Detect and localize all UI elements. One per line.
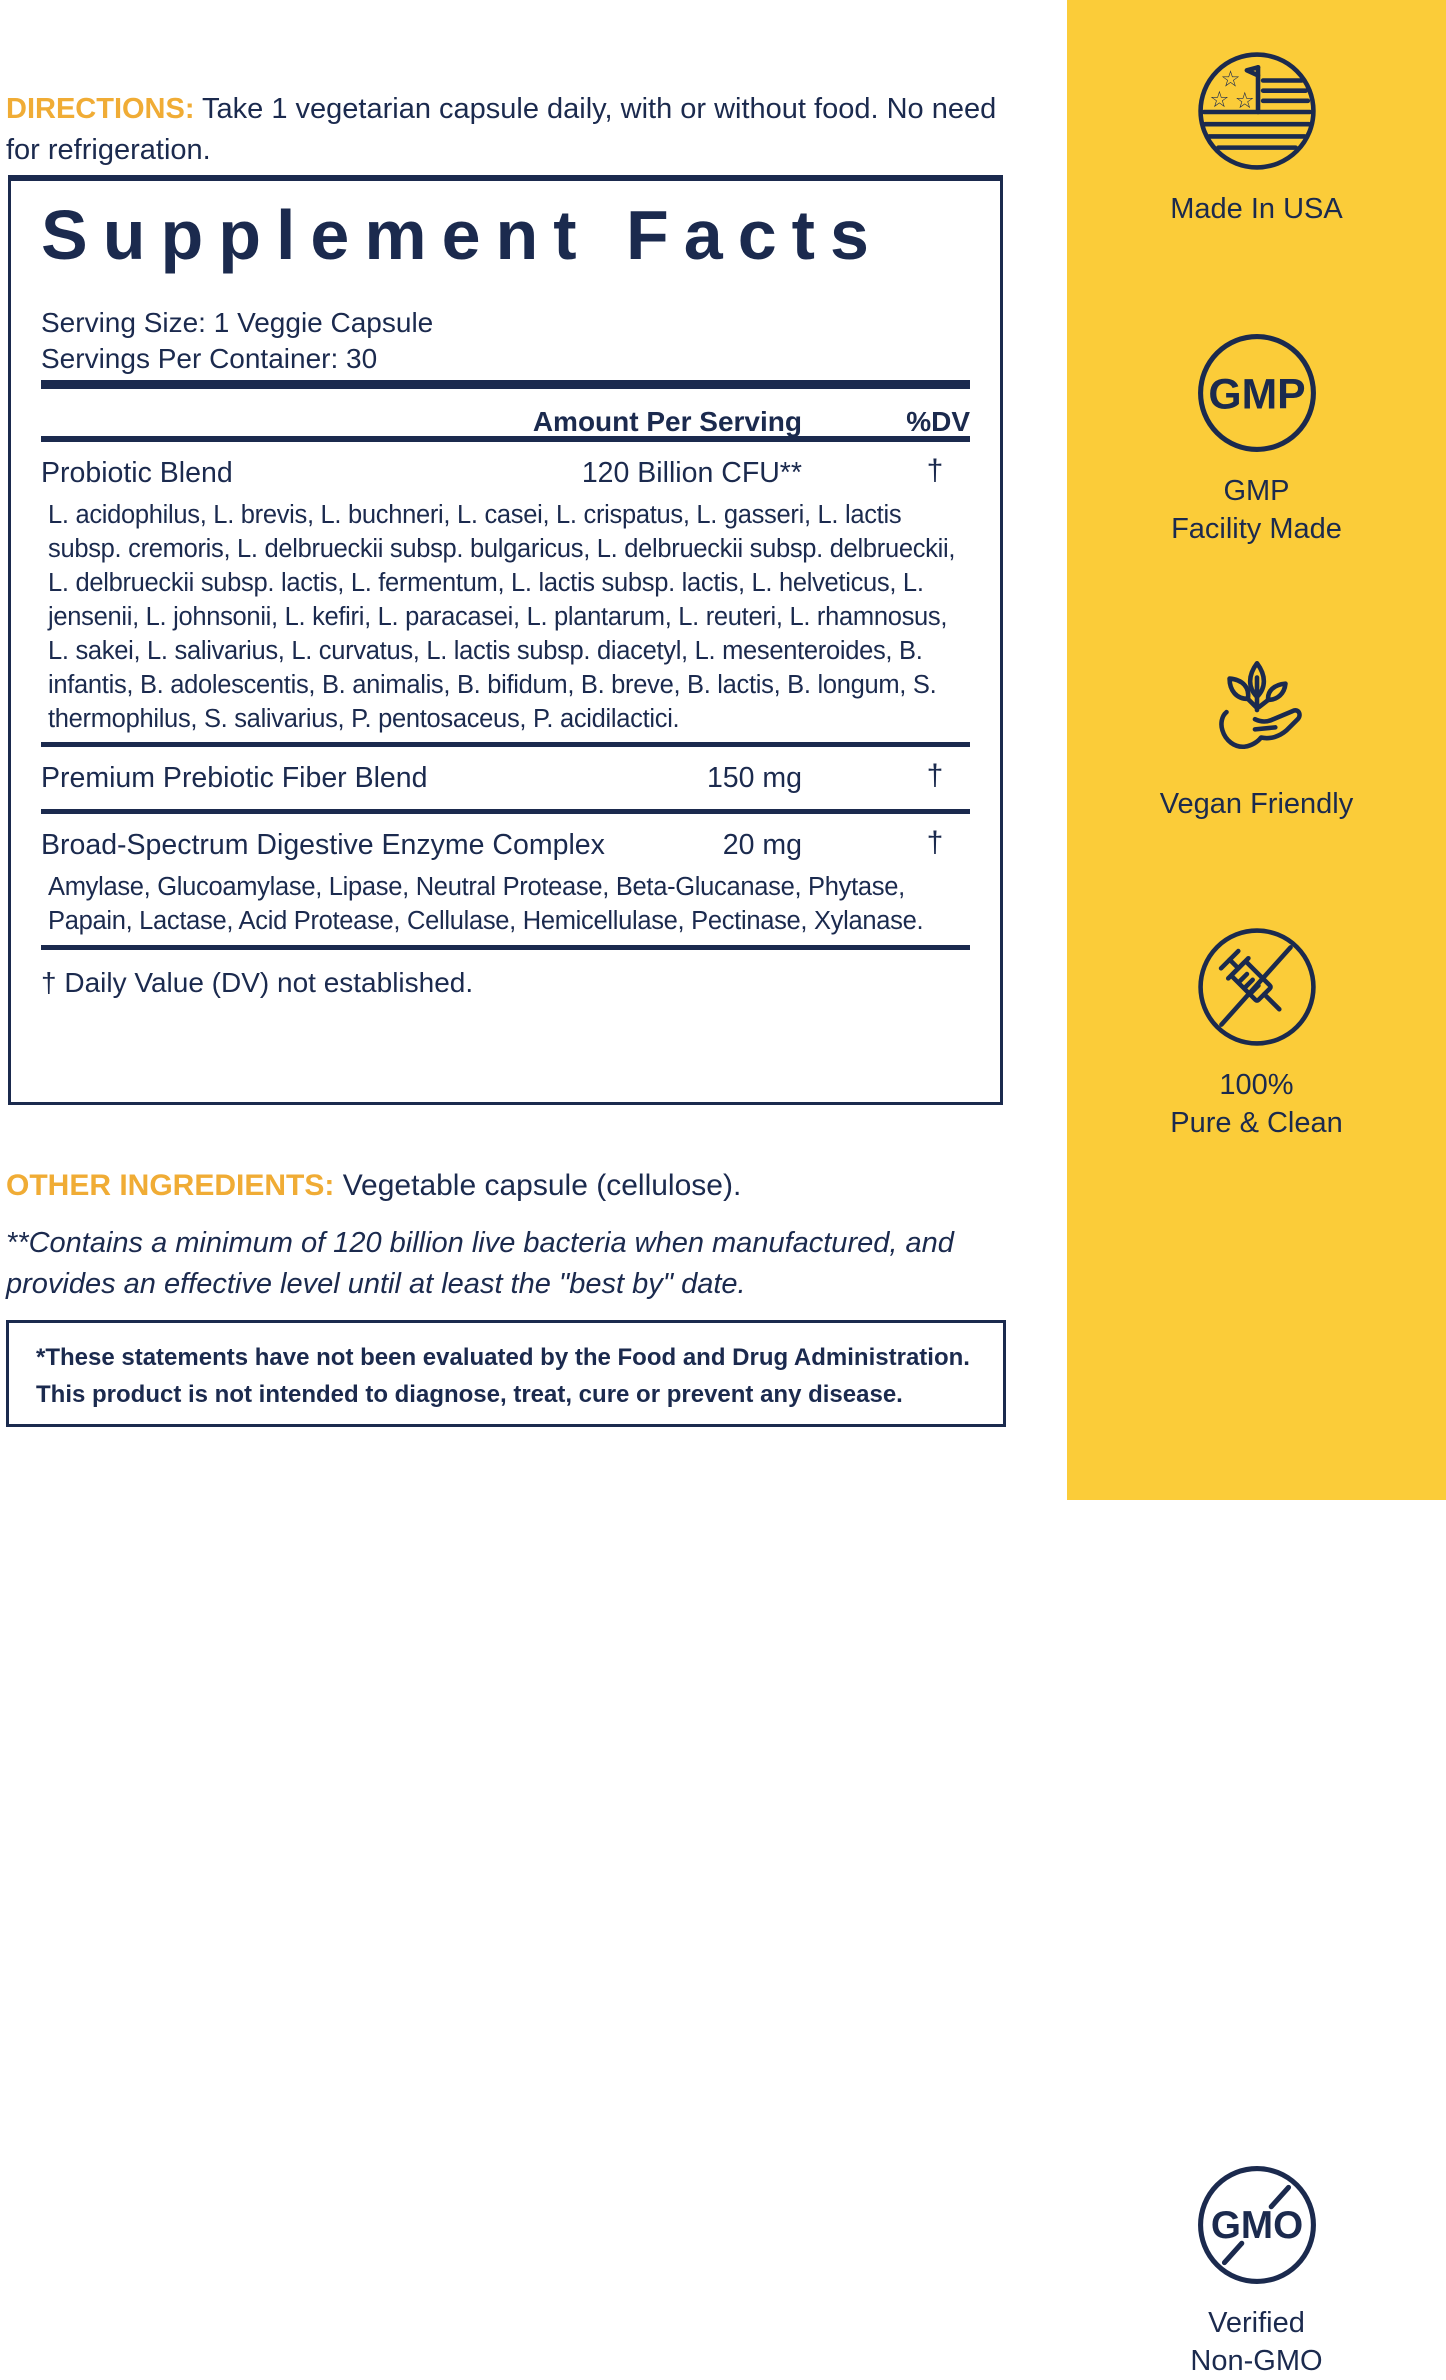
badge-label-2: Non-GMO (1190, 2345, 1323, 2377)
table-row-enzyme-complex (41, 814, 970, 861)
svg-text:☆: ☆ (1208, 86, 1229, 113)
no-syringe-icon (1196, 926, 1318, 1048)
ingredient-dv: † (926, 826, 944, 859)
svg-text:GMO: GMO (1210, 2204, 1303, 2248)
non-gmo-icon (1196, 2164, 1318, 2286)
badge-label: Verified (1208, 2307, 1305, 2339)
badge-gmp (1067, 332, 1446, 548)
svg-text:GMP: GMP (1207, 370, 1306, 419)
directions-text: Take 1 vegetarian capsule daily, with or without food. No need for refrigeration. (6, 93, 997, 166)
table-row-probiotic-blend (41, 442, 970, 489)
badge-pure-clean (1067, 926, 1446, 2377)
divider-rule (41, 945, 970, 950)
badge-vegan-friendly (1067, 645, 1446, 823)
usa-flag-icon (1196, 50, 1318, 172)
supplement-facts-title: Supplement Facts (41, 196, 884, 274)
ingredient-name: Premium Prebiotic Fiber Blend (41, 762, 428, 794)
divider-thick (41, 380, 970, 389)
vegan-icon (1196, 645, 1318, 767)
svg-text:☆: ☆ (1220, 66, 1241, 93)
contains-note: **Contains a minimum of 120 billion live bacteria when manufactured, and provides an effective level until at least the "best by" date. (6, 1227, 954, 1300)
other-ingredients-label: OTHER INGREDIENTS: (6, 1169, 335, 1202)
table-row-prebiotic-blend (41, 747, 970, 794)
ingredient-amount: 150 mg (706, 762, 802, 794)
facts-header-row (41, 389, 970, 436)
ingredient-dv: † (926, 454, 944, 487)
badge-label-2: Facility Made (1171, 513, 1342, 545)
badge-label: Vegan Friendly (1159, 788, 1354, 820)
fda-disclaimer-box (6, 1320, 1006, 1427)
ingredient-name: Broad-Spectrum Digestive Enzyme Complex (41, 829, 605, 861)
ingredient-dv: † (926, 759, 944, 792)
svg-text:☆: ☆ (1234, 87, 1255, 114)
badge-non-gmo (1067, 2164, 1446, 2380)
badge-label: 100% (1219, 1069, 1294, 1101)
directions-label: DIRECTIONS: (6, 93, 195, 125)
other-ingredients-paragraph (6, 1165, 1036, 1207)
ingredient-amount: 20 mg (722, 829, 802, 861)
ingredient-name: Probiotic Blend (41, 457, 233, 489)
badge-label: GMP (1223, 475, 1290, 507)
other-ingredients-text: Vegetable capsule (cellulose). (334, 1169, 742, 1202)
serving-size: Serving Size: 1 Veggie Capsule (41, 307, 434, 338)
supplement-facts-panel (8, 175, 1003, 1105)
dv-header: %DV (906, 406, 970, 437)
fda-disclaimer-text: *These statements have not been evaluated by the Food and Drug Administration. This product is not intended to diagnose, treat, cure or prevent any disease. (36, 1344, 970, 1408)
badge-made-in-usa (1067, 50, 1446, 228)
badge-sidebar (1067, 0, 1446, 2377)
amount-per-serving-header: Amount Per Serving (532, 406, 802, 437)
ingredient-amount: 120 Billion CFU** (581, 457, 802, 489)
probiotic-strain-list: L. acidophilus, L. brevis, L. buchneri, L. casei, L. crispatus, L. gasseri, L. lactis subsp. cremoris, L. delbrueckii subsp. bulgaricus, L. delbrueckii subsp. delbrueckii, L. delbrueckii subsp. lactis, L. fermentum, L. lactis subsp. lactis, L. helveticus, L. jensenii, L. johnsonii, L. kefiri, L. paracasei, L. plantarum, L. reuteri, L. rhamnosus, L. sakei, L. salivarius, L. curvatus, L. lactis subsp. diacetyl, L. mesenteroides, B. infantis, B. adolescentis, B. animalis, B. bifidum, B. breve, B. lactis, B. longum, S. thermophilus, S. salivarius, P. pentosaceus, P. acidilactici. (48, 501, 956, 733)
badge-label: Made In USA (1170, 193, 1343, 225)
badge-label-2: Pure & Clean (1170, 1107, 1343, 1139)
directions-paragraph (6, 89, 1036, 171)
gmp-icon (1196, 332, 1318, 454)
dv-footnote: † Daily Value (DV) not established. (41, 967, 474, 998)
servings-per-container: Servings Per Container: 30 (41, 343, 378, 374)
enzyme-list: Amylase, Glucoamylase, Lipase, Neutral Protease, Beta-Glucanase, Phytase, Papain, Lactase, Acid Protease, Cellulase, Hemicellulase, Pectinase, Xylanase. (48, 873, 924, 935)
